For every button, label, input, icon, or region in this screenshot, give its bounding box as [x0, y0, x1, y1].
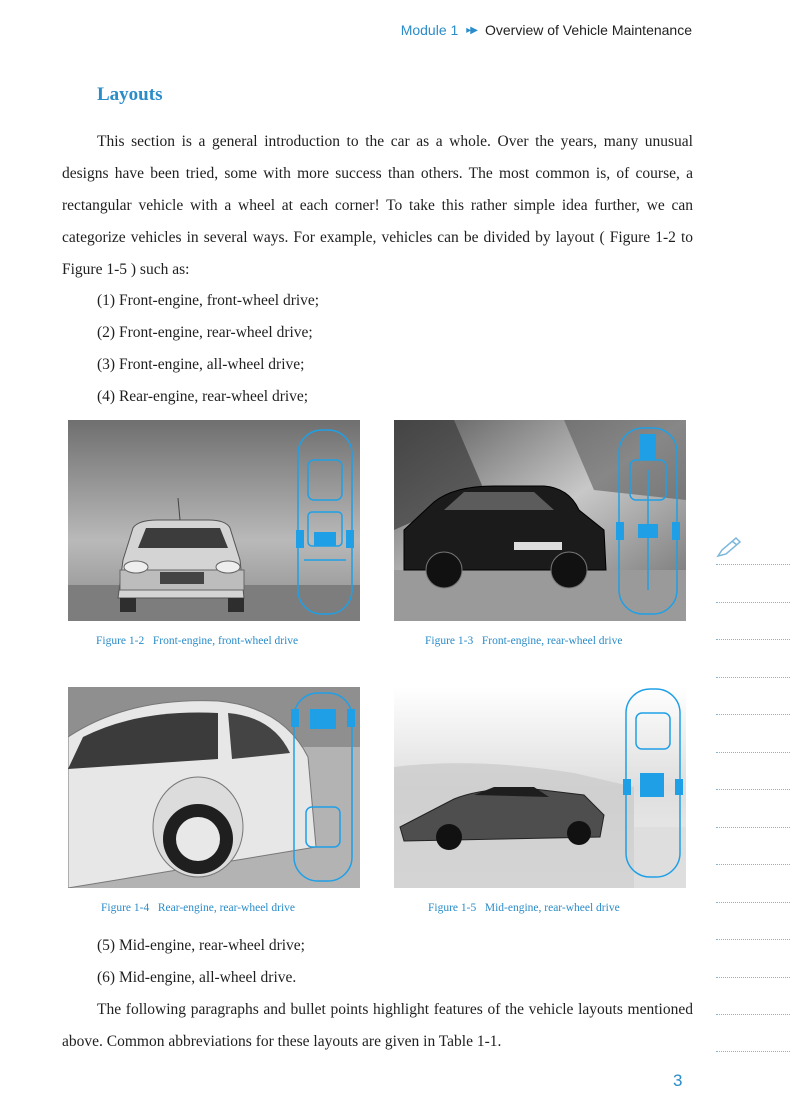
note-line — [716, 1051, 790, 1052]
chapter-title: Overview of Vehicle Maintenance — [485, 22, 692, 38]
list-item: (5) Mid-engine, rear-wheel drive; — [97, 937, 305, 954]
margin-notes-area — [716, 536, 790, 1056]
figure-caption: Figure 1-3 Front-engine, rear-wheel drive — [425, 635, 623, 647]
figure-rear-engine-rear-wheel-drive — [68, 687, 360, 888]
layout-list-a — [97, 285, 319, 413]
list-item: (1) Front-engine, front-wheel drive; — [97, 292, 320, 309]
figure-front-engine-front-wheel-drive — [68, 420, 360, 621]
page-number: 3 — [673, 1071, 683, 1090]
note-line — [716, 714, 790, 715]
intro-text: This section is a general introduction to the car as a whole. Over the years, many unusual designs have been tried, some with more success than others. The most common is, of course, a rectangular vehicle with a wheel at each corner! To take this rather simple idea further, we can categorize vehicles in several ways. For example, vehicles can be divided by layout ( Figure 1-2 to Figure 1-5 ) such as: — [62, 133, 693, 278]
arrow-icon: ▸▶ — [466, 24, 477, 36]
list-item: (3) Front-engine, all-wheel drive; — [97, 356, 305, 373]
list-item: (2) Front-engine, rear-wheel drive; — [97, 324, 313, 341]
closing-text: The following paragraphs and bullet points highlight features of the vehicle layouts mentioned above. Common abbreviations for these layouts are given in Table 1-1. — [62, 1001, 693, 1050]
note-line — [716, 639, 790, 640]
figure-mid-engine-rear-wheel-drive — [394, 687, 686, 888]
closing-paragraph — [62, 994, 693, 1058]
note-line — [716, 939, 790, 940]
pencil-icon — [716, 536, 742, 558]
note-line — [716, 752, 790, 753]
intro-paragraph — [62, 126, 693, 286]
note-line — [716, 1014, 790, 1015]
figure-front-engine-rear-wheel-drive — [394, 420, 686, 621]
note-line — [716, 864, 790, 865]
figure-caption: Figure 1-2 Front-engine, front-wheel drive — [96, 635, 299, 647]
note-line — [716, 827, 790, 828]
list-item: (6) Mid-engine, all-wheel drive. — [97, 969, 297, 986]
layout-list-b — [97, 930, 305, 994]
running-header — [401, 22, 692, 38]
note-line — [716, 602, 790, 603]
figure-caption: Figure 1-4 Rear-engine, rear-wheel drive — [101, 902, 295, 914]
note-line — [716, 677, 790, 678]
list-item: (4) Rear-engine, rear-wheel drive; — [97, 388, 309, 405]
figure-caption: Figure 1-5 Mid-engine, rear-wheel drive — [428, 902, 620, 914]
note-line — [716, 789, 790, 790]
section-title: Layouts — [97, 84, 163, 105]
module-label: Module 1 — [400, 22, 459, 38]
note-line — [716, 902, 790, 903]
note-line — [716, 977, 790, 978]
note-line — [716, 564, 790, 565]
